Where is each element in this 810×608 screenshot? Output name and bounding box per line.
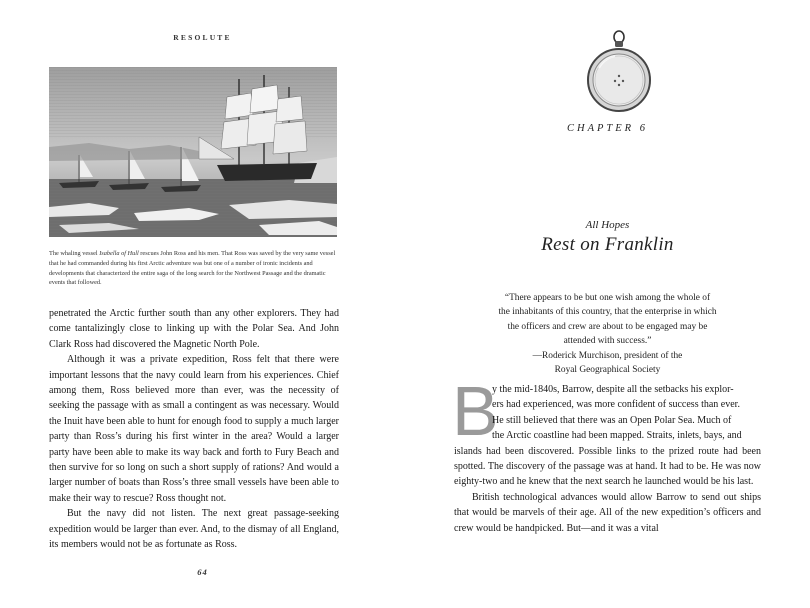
right-body-text xyxy=(452,372,761,536)
caption-text-rest: rescues John Ross and his men. That Ross was saved by the very same vessel that he had commanded during his first Arctic adventure was but one of a number of ironic incidents and developments that characterized the entire saga of the long search for the Northwest Passage and the dramatic events that followed. xyxy=(49,250,336,287)
attribution-rest: , president of the xyxy=(619,350,683,361)
caption-ship-name: Isabella of Hull xyxy=(99,250,139,257)
paragraph-line: ers had experienced, was more confident of success than ever. xyxy=(492,399,740,411)
paragraph-line: the Arctic coastline had been mapped. Straits, inlets, bays, and xyxy=(492,430,742,442)
paragraph: Although it was a private expedition, Ross felt that there were important lessons that the navy could learn from his experiences. Chief among them, Ross believed more than ever, was the necessity of seeking the passage with as small a contingent as was necessary. Would the Inuit have been able to hunt for enough food to supply a much larger party than Ross’s during his first winter in the area? Would a larger party have been able to make its way back and forth to Fury Beach and then survive for so long on such a short supply of rations? And would a larger number of boats than Ross’s three small vessels have been able to make their way to rescue? Ross thought not. xyxy=(49,354,339,504)
pocket-compass-icon xyxy=(585,28,653,118)
page-number: 64 xyxy=(197,567,208,577)
chapter-title-small: All Hopes xyxy=(585,219,630,231)
right-page xyxy=(405,0,810,608)
paragraph: But the navy did not listen. The next great passage-seeking expedition would be larger than ever. And, to the dismay of all England, its members would not be as fortunate as Ross. xyxy=(49,508,339,551)
left-body-text xyxy=(49,306,339,553)
caption-text: The whaling vessel xyxy=(49,250,100,257)
attribution-dash: — xyxy=(532,350,542,361)
paragraph: British technological advances would allow Barrow to send out ships that would be marvels of their age. All of the new expedition’s officers and crew would be handpicked. But—and it was a vital xyxy=(454,491,761,534)
chapter-title: Rest on Franklin xyxy=(541,234,674,255)
paragraph-line: He still believed that there was an Open Polar Sea. Much of xyxy=(492,414,732,426)
engraving-whaling-ship-icon xyxy=(49,67,337,237)
drop-cap: B xyxy=(452,372,499,450)
epigraph-line: “There appears to be but one wish among the whole of xyxy=(504,293,711,303)
epigraph-attribution xyxy=(405,349,810,363)
epigraph-line: attended with success.” xyxy=(563,336,652,347)
paragraph: islands had been discovered. Possible links to the prized route had been spotted. The discovery of the passage was at hand. It had to be. He was now eighty-two and he knew that the next search he launched would be his last. xyxy=(454,445,761,488)
epigraph-line: the inhabitants of this country, that the enterprise in which xyxy=(498,307,717,318)
epigraph-attribution-line2: Royal Geographical Society xyxy=(554,365,661,376)
paragraph: penetrated the Arctic further south than any other explorers. They had come tantalizingly close to linking up with the Polar Sea. And John Clark Ross had discovered the Magnetic North Pole. xyxy=(49,308,339,350)
epigraph-line: the officers and crew are about to be engaged may be xyxy=(507,321,708,332)
attribution-name: Roderick Murchison xyxy=(542,350,620,361)
running-head: RESOLUTE xyxy=(173,33,232,42)
paragraph-line: y the mid-1840s, Barrow, despite all the setbacks his explor- xyxy=(492,384,734,395)
epigraph xyxy=(405,291,810,377)
image-caption xyxy=(49,249,339,288)
chapter-label: CHAPTER 6 xyxy=(567,123,648,134)
